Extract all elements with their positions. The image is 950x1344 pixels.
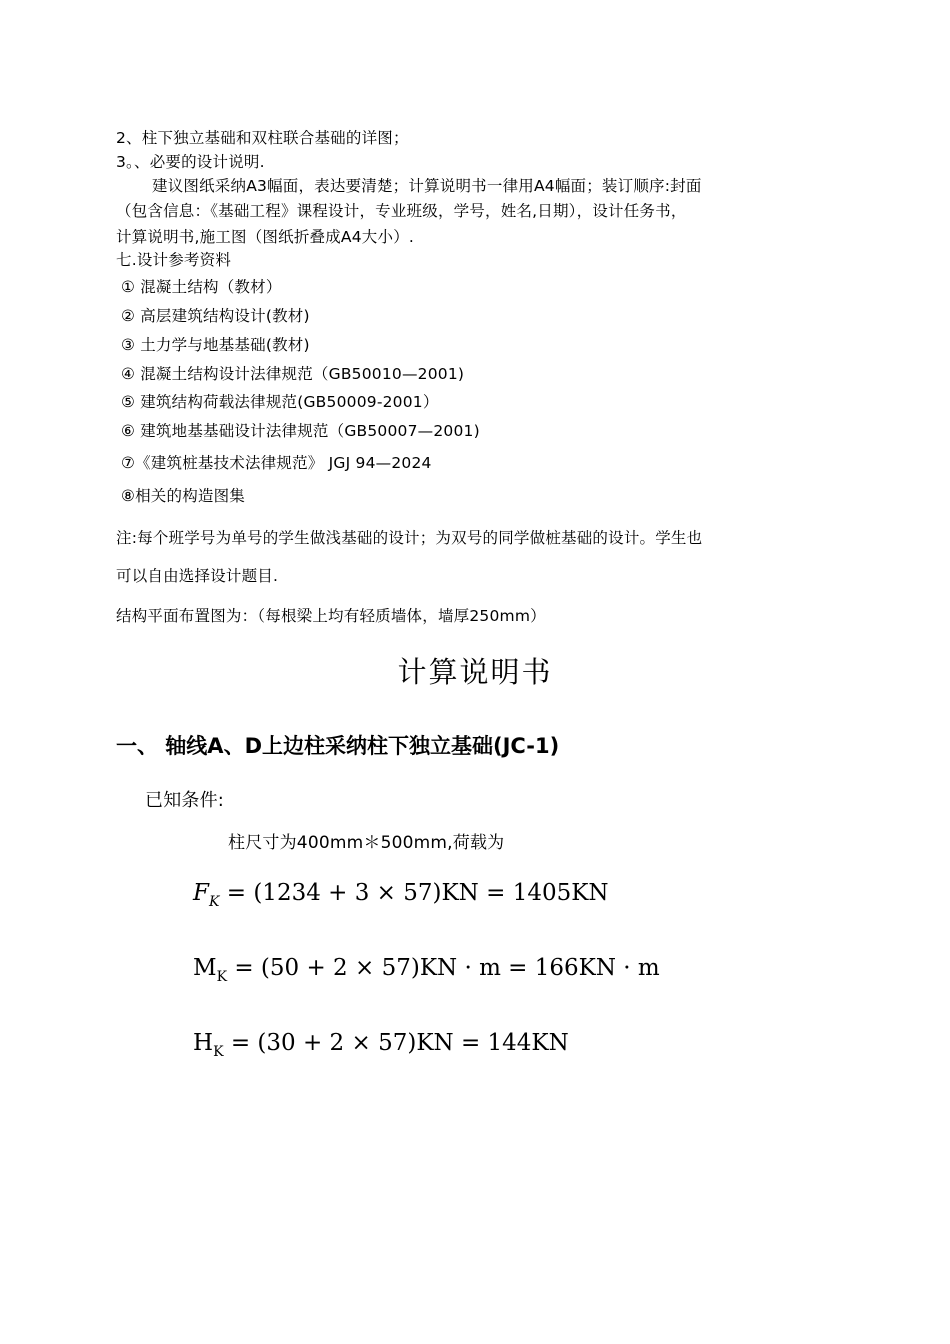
formula-fk [193,880,609,910]
drawing-list-item-3: 3。、必要的设计说明. [116,153,265,171]
reference-item: ⑦《建筑桩基技术法律规范》 JGJ 94—2024 [121,454,432,472]
formula-hk [193,1030,569,1060]
suggestion-line-1: 建议图纸采纳A3幅面，表达要清楚；计算说明书一律用A4幅面；装订顺序:封面 [152,177,702,195]
reference-item: ⑥ 建筑地基基础设计法律规范（GB50007—2001) [121,422,480,440]
reference-item: ① 混凝土结构（教材） [121,278,282,296]
hk-symbol: H [193,1030,214,1056]
reference-item: ⑧相关的构造图集 [121,487,245,505]
hk-subscript: K [213,1044,224,1060]
mk-expression: = (50 + 2 × 57)KN · m = 166KN · m [227,955,660,981]
known-conditions-label: 已知条件: [145,790,225,811]
note-line-2: 可以自由选择设计题目. [116,567,279,585]
reference-item: ② 高层建筑结构设计(教材) [121,307,310,325]
load-intro: 柱尺寸为400mm＊500mm,荷载为 [228,833,505,853]
fk-symbol: F [193,880,209,906]
mk-subscript: K [216,969,228,985]
references-heading: 七.设计参考资料 [116,251,232,269]
suggestion-line-2: （包含信息：《基础工程》课程设计，专业班级，学号，姓名,日期），设计任务书， [116,202,687,220]
mk-symbol: M [193,955,217,981]
reference-item: ③ 土力学与地基基础(教材) [121,336,310,354]
layout-caption: 结构平面布置图为：（每根梁上均有轻质墙体，墙厚250mm） [116,607,546,625]
fk-expression: = (1234 + 3 × 57)KN = 1405KN [219,880,609,906]
drawing-list-item-2: 2、柱下独立基础和双柱联合基础的详图； [116,129,409,147]
document-title: 计算说明书 [397,655,553,689]
hk-expression: = (30 + 2 × 57)KN = 144KN [223,1030,569,1056]
reference-item: ⑤ 建筑结构荷载法律规范(GB50009-2001） [121,393,439,411]
formula-mk [193,955,660,985]
fk-subscript: K [208,894,220,910]
reference-item: ④ 混凝土结构设计法律规范（GB50010—2001) [121,365,465,383]
suggestion-line-3: 计算说明书,施工图（图纸折叠成A4大小）. [116,228,415,246]
note-line-1: 注:每个班学号为单号的学生做浅基础的设计；为双号的同学做桩基础的设计。学生也 [116,529,703,547]
section-heading: 一、 轴线A、D上边柱采纳柱下独立基础(JC-1) [116,734,560,758]
